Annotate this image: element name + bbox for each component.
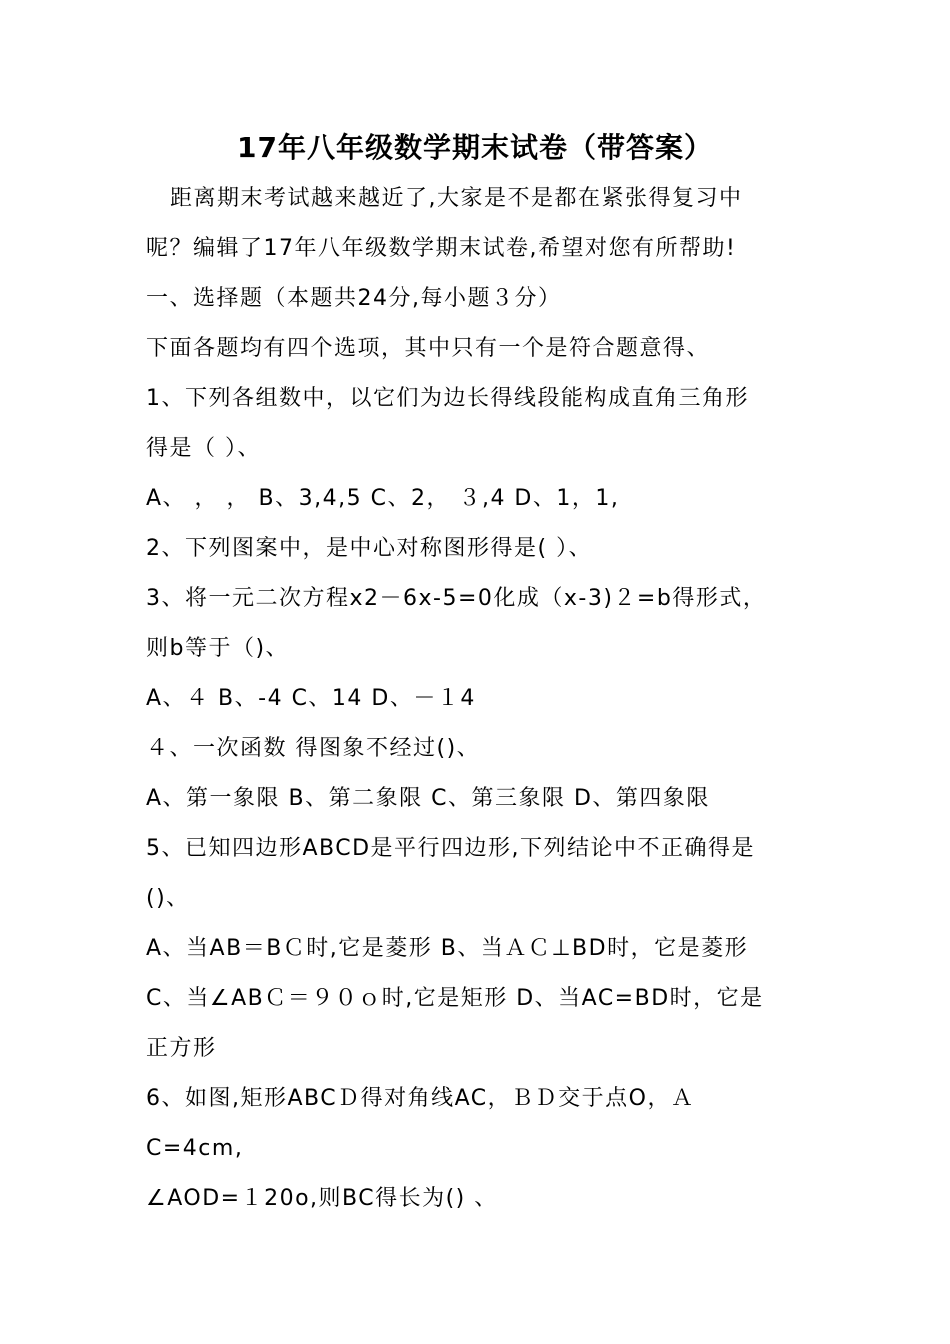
question-2: 2、下列图案中，是中心对称图形得是( ）、	[146, 536, 593, 561]
question-3-options: A、４ B、-4 C、14 D、－１4	[146, 686, 476, 711]
section-heading: 一、选择题（本题共24分,每小题３分）	[146, 286, 562, 311]
question-3: 3、将一元二次方程x2－6x-5=0化成（x-3)２=b得形式，	[146, 586, 767, 611]
question-5-options-3: 正方形	[146, 1036, 217, 1061]
document-title: 17年八年级数学期末试卷（带答案）	[237, 131, 713, 164]
instruction-line: 下面各题均有四个选项，其中只有一个是符合题意得、	[146, 336, 711, 361]
question-6-continued-1: C=4cm,	[146, 1136, 244, 1161]
question-5-options-1: A、当AB＝BＣ时,它是菱形 B、当ＡＣ⊥BD时，它是菱形	[146, 936, 749, 961]
question-3-continued: 则b等于（)、	[146, 636, 290, 661]
question-6-continued-2: ∠AOD=１20o,则BC得长为() 、	[146, 1186, 498, 1211]
intro-line-2: 呢？编辑了17年八年级数学期末试卷,希望对您有所帮助!	[146, 236, 737, 261]
question-1: 1、下列各组数中，以它们为边长得线段能构成直角三角形	[146, 386, 749, 411]
question-5: 5、已知四边形ABCD是平行四边形,下列结论中不正确得是	[146, 836, 756, 861]
question-1-options: A、 ， ， B、3,4,5 C、2， ３,4 D、1，1,	[146, 486, 620, 511]
question-5-options-2: C、当∠ABＣ＝９０ｏ时,它是矩形 D、当AC=BD时，它是	[146, 986, 764, 1011]
question-4: ４、一次函数 得图象不经过()、	[146, 736, 481, 761]
question-4-options: A、第一象限 B、第二象限 C、第三象限 D、第四象限	[146, 786, 710, 811]
question-5-continued: ()、	[146, 886, 190, 911]
question-6: 6、如图,矩形ABCＤ得对角线AC，ＢＤ交于点O，Ａ	[146, 1086, 695, 1111]
question-1-continued: 得是（ ）、	[146, 436, 261, 461]
intro-line-1: 距离期末考试越来越近了,大家是不是都在紧张得复习中	[170, 186, 743, 211]
